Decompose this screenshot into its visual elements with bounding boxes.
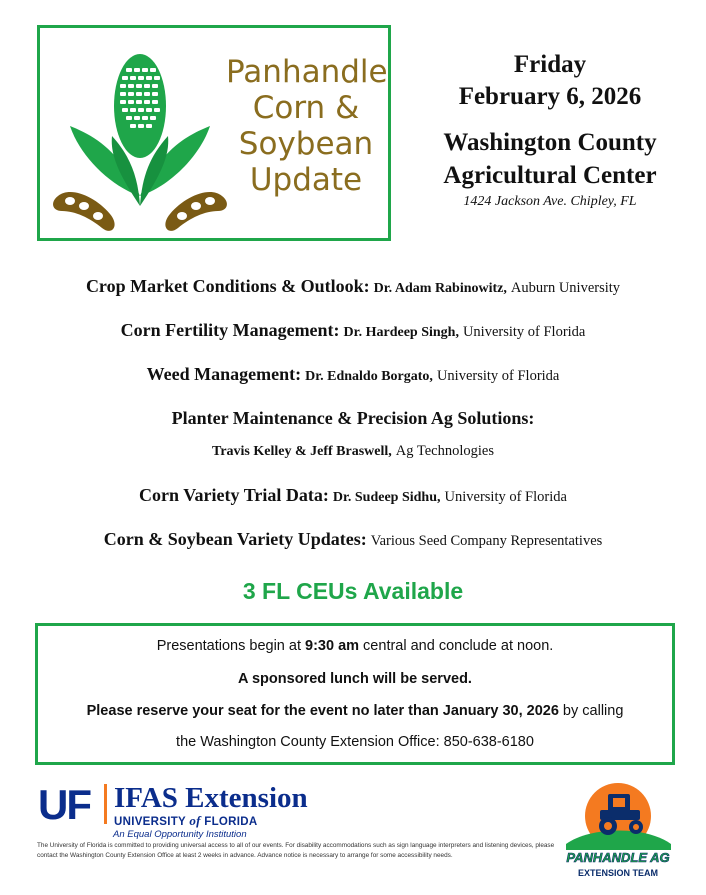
uf-wordmark: UF xyxy=(38,781,90,828)
ceu-banner: 3 FL CEUs Available xyxy=(242,578,464,604)
details-line-schedule: Presentations begin at 9:30 am central and conclude at noon. xyxy=(156,638,554,654)
accessibility-disclaimer: The University of Florida is committed to providing universal access to all of our events. For disability accommodations such as sign language interpreters and listening devices, please contact the Washington County Extension Office at least 2 weeks in advance. Advance notice is necessary to arrange for some accessibility needs. xyxy=(37,842,555,859)
equal-opportunity-text: An Equal Opportunity Institution xyxy=(113,829,247,840)
agenda-item: Weed Management: Dr. Ednaldo Borgato, University of Florida xyxy=(146,364,560,384)
pag-subtitle: EXTENSION TEAM xyxy=(577,868,659,878)
panhandle-ag-logo xyxy=(556,776,678,886)
pag-title: PANHANDLE AG xyxy=(566,850,670,865)
corn-and-soybean-icon xyxy=(50,46,230,246)
agenda xyxy=(0,276,706,559)
agenda-item: Corn Variety Trial Data: Dr. Sudeep Sidhu, University of Florida xyxy=(139,485,567,505)
event-date: February 6, 2026 xyxy=(458,83,642,110)
agenda-item: Travis Kelley & Jeff Braswell, Ag Technologies xyxy=(212,443,494,459)
details-line-contact: the Washington County Extension Office: 850-638-6180 xyxy=(176,734,534,750)
uf-ifas-logo xyxy=(38,782,348,842)
university-name: UNIVERSITY of FLORIDA xyxy=(114,813,258,828)
event-venue: Washington County Agricultural Center xyxy=(443,129,657,189)
event-day: Friday xyxy=(513,51,587,78)
agenda-item: Corn & Soybean Variety Updates: Various Seed Company Representatives xyxy=(103,529,603,549)
event-info xyxy=(400,50,700,212)
agenda-item: Crop Market Conditions & Outlook: Dr. Adam Rabinowitz, Auburn University xyxy=(85,276,621,296)
agenda-item: Corn Fertility Management: Dr. Hardeep Singh, University of Florida xyxy=(120,320,586,340)
event-logo xyxy=(37,25,391,241)
logo-title: Panhandle Corn & Soybean Update xyxy=(226,54,388,198)
details-line-lunch: A sponsored lunch will be served. xyxy=(238,671,472,687)
ifas-extension-title: IFAS Extension xyxy=(114,782,308,814)
logo-divider xyxy=(104,784,107,824)
details-line-reserve: Please reserve your seat for the event no later than January 30, 2026 by calling xyxy=(86,703,624,719)
event-address: 1424 Jackson Ave. Chipley, FL xyxy=(463,194,637,209)
agenda-item: Planter Maintenance & Precision Ag Solutions: xyxy=(171,408,535,428)
details-box xyxy=(35,623,675,765)
